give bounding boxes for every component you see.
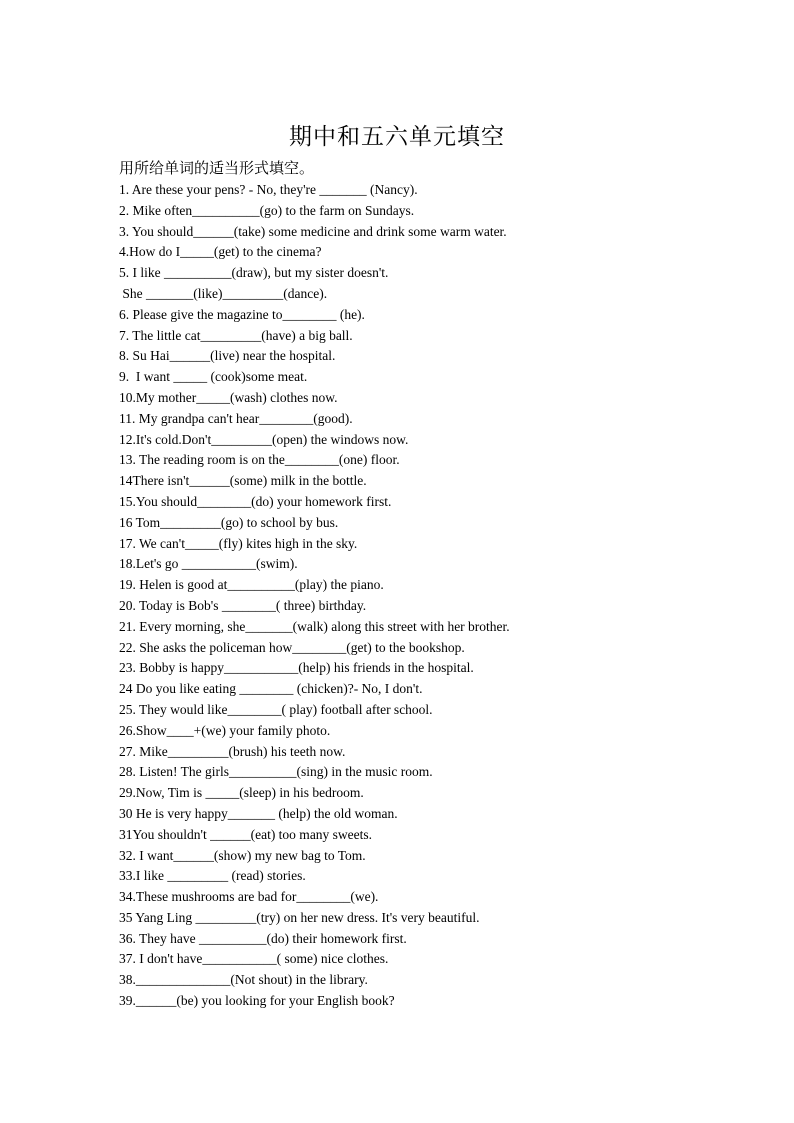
instruction-text: 用所给单词的适当形式填空。 [119, 159, 315, 177]
exercise-line: 6. Please give the magazine to________ (he). [119, 306, 365, 322]
exercise-line: 28. Listen! The girls__________(sing) in the music room. [119, 764, 433, 780]
exercise-line: 24 Do you like eating ________ (chicken)?- No, I don't. [119, 681, 423, 697]
exercise-line: 12.It's cold.Don't_________(open) the windows now. [119, 431, 409, 447]
exercise-line: 13. The reading room is on the________(one) floor. [119, 452, 400, 468]
exercise-line: 29.Now, Tim is _____(sleep) in his bedroom. [119, 785, 364, 801]
exercise-line: She _______(like)_________(dance). [119, 285, 328, 301]
exercise-line: 32. I want______(show) my new bag to Tom. [119, 847, 366, 863]
exercise-line: 10.My mother_____(wash) clothes now. [119, 389, 338, 405]
exercise-line: 7. The little cat_________(have) a big ball. [119, 327, 353, 343]
exercise-line: 18.Let's go ___________(swim). [119, 556, 298, 572]
exercise-line: 39.______(be) you looking for your English book? [119, 993, 395, 1009]
exercise-line: 35 Yang Ling _________(try) on her new dress. It's very beautiful. [119, 909, 480, 925]
exercise-line: 33.I like _________ (read) stories. [119, 868, 306, 884]
exercise-line: 34.These mushrooms are bad for________(we). [119, 889, 379, 905]
exercise-line: 1. Are these your pens? - No, they're _______ (Nancy). [119, 182, 418, 197]
exercise-line: 8. Su Hai______(live) near the hospital. [119, 348, 336, 364]
exercise-line: 2. Mike often__________(go) to the farm on Sundays. [119, 202, 415, 218]
exercise-line: 14There isn't______(some) milk in the bottle. [119, 473, 367, 489]
exercise-line: 30 He is very happy_______ (help) the old woman. [119, 805, 398, 821]
exercise-line: 17. We can't_____(fly) kites high in the sky. [119, 535, 358, 551]
exercise-line: 23. Bobby is happy___________(help) his friends in the hospital. [119, 660, 474, 676]
exercise-line: 11. My grandpa can't hear________(good). [119, 410, 353, 426]
exercise-line: 26.Show____+(we) your family photo. [119, 722, 331, 738]
exercise-line: 21. Every morning, she_______(walk) along this street with her brother. [119, 618, 510, 634]
exercise-line: 15.You should________(do) your homework first. [119, 493, 392, 509]
exercise-list [119, 180, 759, 1012]
exercise-line: 37. I don't have___________( some) nice clothes. [119, 951, 389, 967]
page-title: 期中和五六单元填空 [289, 124, 505, 150]
exercise-line: 36. They have __________(do) their homework first. [119, 930, 407, 946]
exercise-line: 31You shouldn't ______(eat) too many sweets. [119, 826, 373, 842]
exercise-line: 22. She asks the policeman how________(get) to the bookshop. [119, 639, 465, 655]
exercise-line: 27. Mike_________(brush) his teeth now. [119, 743, 346, 759]
exercise-line: 5. I like __________(draw), but my sister doesn't. [119, 265, 389, 281]
exercise-line: 4.How do I_____(get) to the cinema? [119, 244, 322, 260]
exercise-line: 20. Today is Bob's ________( three) birthday. [119, 597, 367, 613]
exercise-line: 9. I want _____ (cook)some meat. [119, 369, 308, 385]
exercise-line: 38.______________(Not shout) in the library. [119, 972, 368, 988]
exercise-line: 16 Tom_________(go) to school by bus. [119, 514, 339, 530]
exercise-line: 19. Helen is good at__________(play) the piano. [119, 577, 384, 593]
exercise-line: 3. You should______(take) some medicine and drink some warm water. [119, 223, 507, 239]
exercise-line: 25. They would like________( play) football after school. [119, 701, 433, 717]
